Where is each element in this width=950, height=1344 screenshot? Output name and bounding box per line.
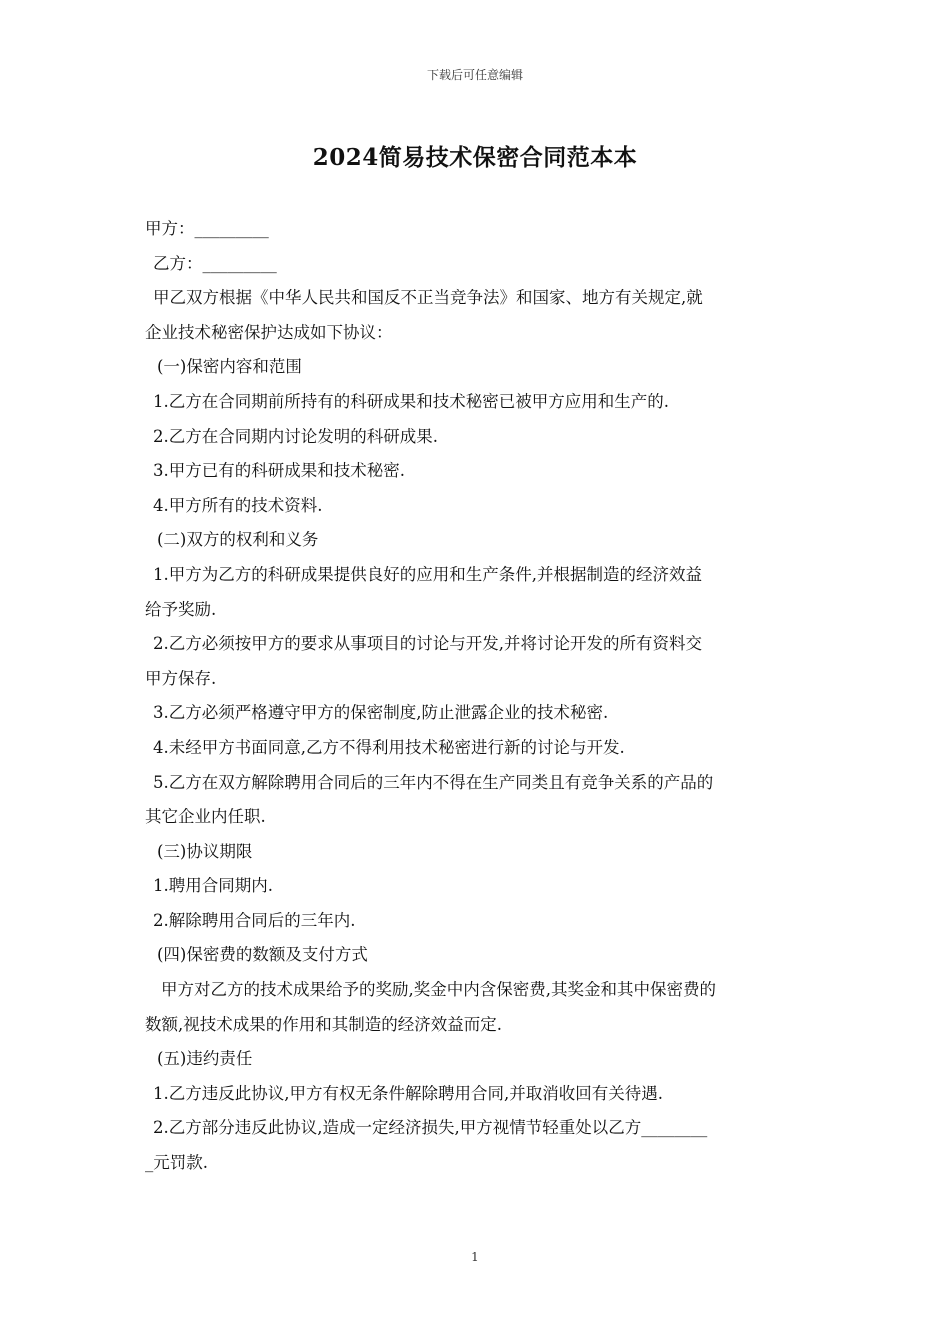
section-heading: (五)违约责任 [157,1049,253,1069]
document-body [145,212,810,1181]
clause-line: 1.乙方违反此协议,甲方有权无条件解除聘用合同,并取消收回有关待遇. [153,1083,663,1103]
clause-line: 2.乙方在合同期内讨论发明的科研成果. [153,426,438,446]
clause-line: 3.乙方必须严格遵守甲方的保密制度,防止泄露企业的技术秘密. [153,703,609,723]
paragraph-line: 企业技术秘密保护达成如下协议： [145,322,393,342]
clause-line: 甲方保存. [145,668,217,688]
clause-line: 2.解除聘用合同后的三年内. [153,910,356,930]
page-number: 1 [471,1250,479,1264]
clause-line: 2.乙方必须按甲方的要求从事项目的讨论与开发,并将讨论开发的所有资料交 [153,634,702,654]
clause-line: 1.甲方为乙方的科研成果提供良好的应用和生产条件,并根据制造的经济效益 [153,564,702,584]
section-heading: (二)双方的权利和义务 [157,530,319,550]
document-title: 2024简易技术保密合同范本本 [312,144,638,171]
section-heading: (一)保密内容和范围 [157,357,302,377]
section-heading: (三)协议期限 [157,841,253,861]
clause-line: 4.甲方所有的技术资料. [153,495,323,515]
clause-line: 1.聘用合同期内. [153,876,273,896]
clause-line: 数额,视技术成果的作用和其制造的经济效益而定. [145,1014,502,1034]
party-a-line: 甲方：_________ [145,219,269,238]
section-heading: (四)保密费的数额及支付方式 [157,945,368,965]
clause-line: 5.乙方在双方解除聘用合同后的三年内不得在生产同类且有竞争关系的产品的 [153,772,714,792]
clause-line: _元罚款. [145,1153,208,1173]
clause-line: 4.未经甲方书面同意,乙方不得利用技术秘密进行新的讨论与开发. [153,737,625,757]
clause-line: 其它企业内任职. [145,807,266,827]
clause-line: 甲方对乙方的技术成果给予的奖励,奖金中内含保密费,其奖金和其中保密费的 [161,980,716,1000]
clause-line: 3.甲方已有的科研成果和技术秘密. [153,461,405,481]
clause-line: 给予奖励. [145,599,217,619]
header-note: 下载后可任意编辑 [426,68,523,82]
clause-line: 2.乙方部分违反此协议,造成一定经济损失,甲方视情节轻重处以乙方________ [153,1118,708,1138]
paragraph-line: 甲乙双方根据《中华人民共和国反不正当竞争法》和国家、地方有关规定,就 [153,288,703,308]
party-b-line: 乙方：_________ [153,253,277,273]
clause-line: 1.乙方在合同期前所持有的科研成果和技术秘密已被甲方应用和生产的. [153,391,669,411]
